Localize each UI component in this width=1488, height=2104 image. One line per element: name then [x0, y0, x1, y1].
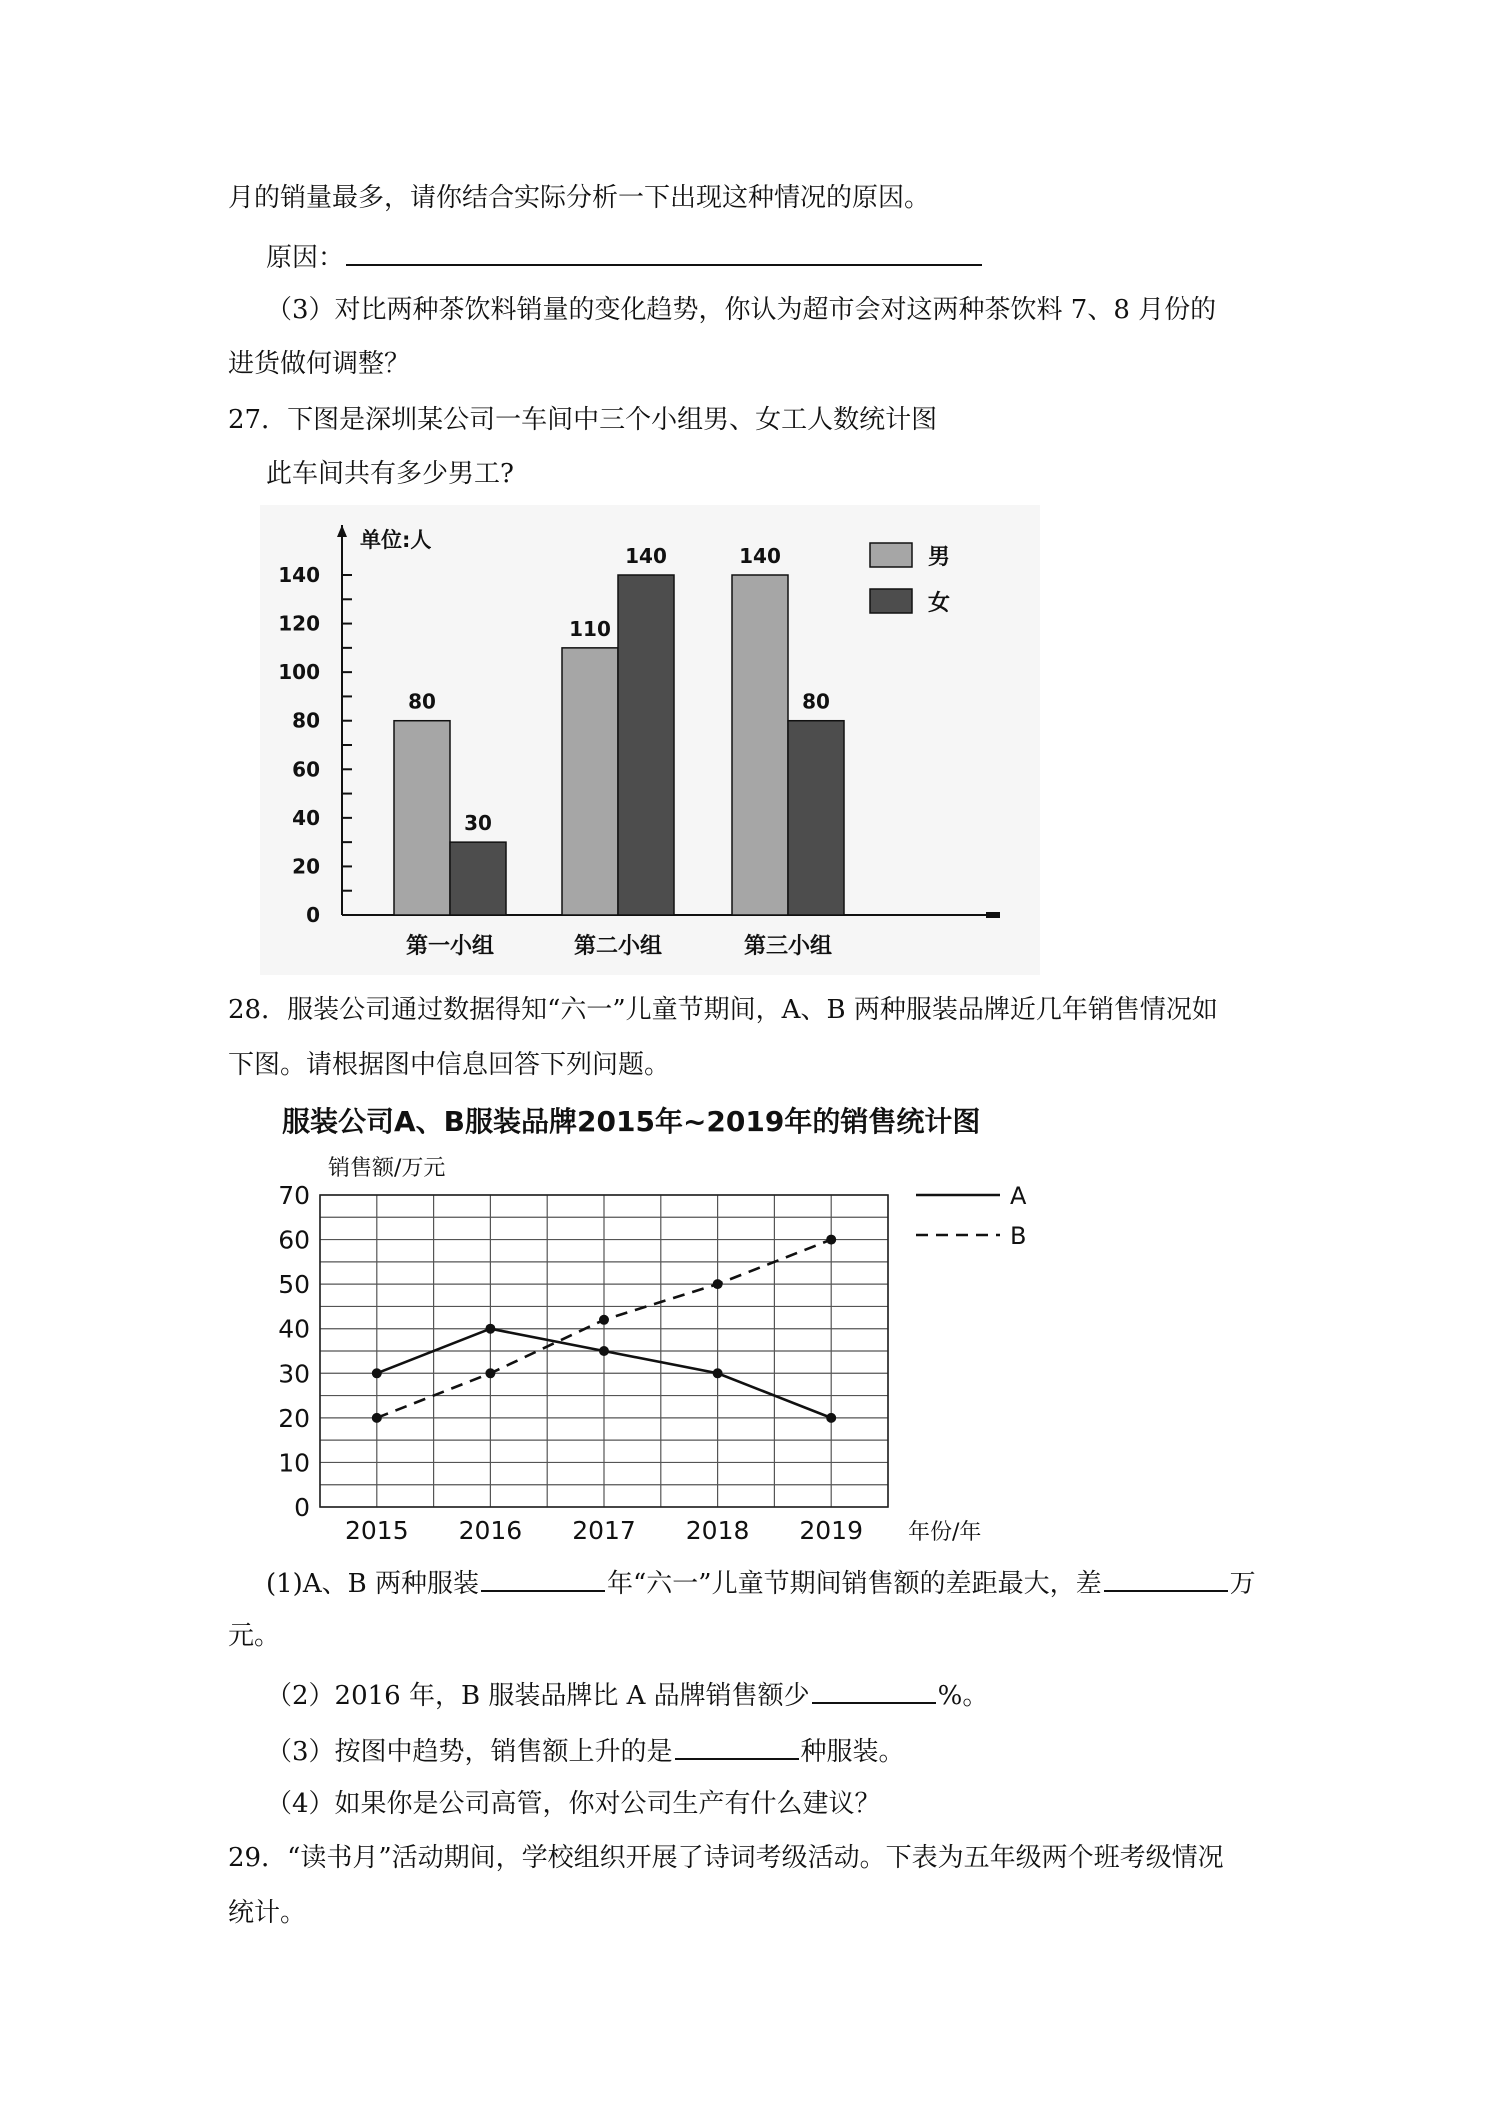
y-tick-label: 140: [278, 563, 320, 587]
y-tick-label: 70: [278, 1181, 310, 1210]
x-axis-end: [986, 912, 1000, 918]
reason-line: [266, 236, 984, 276]
q28-1-text-c: 万: [1229, 1569, 1256, 1599]
bar-男: [732, 575, 788, 915]
y-tick-label: 20: [292, 854, 320, 879]
legend-swatch: [870, 589, 912, 613]
q28-1-text-b: 年“六一”儿童节期间销售额的差距最大，差: [606, 1569, 1102, 1599]
bar-data-label: 80: [408, 689, 436, 714]
bar-chart-svg: [260, 505, 1040, 975]
legend-swatch: [870, 543, 912, 567]
unit-label: 单位:人: [360, 528, 432, 552]
legend-label: A: [1010, 1182, 1027, 1210]
bar-data-label: 30: [464, 811, 492, 836]
question-text: （3）对比两种茶饮料销量的变化趋势，你认为超市会对这两种茶饮料 7、8 月份的: [266, 295, 1217, 325]
legend-label: 男: [928, 545, 951, 570]
x-tick-label: 2019: [799, 1516, 864, 1545]
bar-女: [450, 842, 506, 915]
question-28: 28．服装公司通过数据得知“六一”儿童节期间，A、B 两种服装品牌近几年销售情况如: [228, 995, 1218, 1025]
y-tick-label: 30: [278, 1359, 310, 1389]
x-tick-label: 2018: [685, 1516, 750, 1545]
y-tick-label: 20: [278, 1403, 310, 1433]
question-28-cont: 下图。请根据图中信息回答下列问题。: [228, 1050, 671, 1080]
bar-data-label: 80: [802, 689, 830, 714]
answer-blank[interactable]: [346, 236, 982, 266]
x-tick-label: 2015: [344, 1516, 409, 1545]
data-point-A: [372, 1368, 382, 1378]
y-tick-label: 120: [278, 611, 320, 636]
bar-data-label: 140: [739, 544, 781, 568]
bar-男: [394, 721, 450, 915]
data-point-B: [485, 1368, 495, 1378]
y-tick-label: 0: [294, 1493, 310, 1522]
y-tick-label: 60: [278, 1225, 310, 1255]
y-tick-label: 10: [278, 1448, 310, 1478]
question-28-1-cont: 元。: [228, 1621, 281, 1651]
y-axis-label: 销售额/万元: [328, 1156, 446, 1181]
answer-blank-percent[interactable]: [812, 1674, 936, 1704]
question-28-1: [266, 1562, 1256, 1602]
question-28-4: （4）如果你是公司高管，你对公司生产有什么建议？: [266, 1789, 881, 1819]
bar-data-label: 110: [569, 616, 611, 641]
y-tick-label: 0: [306, 903, 320, 927]
legend-label: B: [1010, 1222, 1027, 1250]
question-28-3: [266, 1730, 905, 1770]
bar-女: [788, 721, 844, 915]
data-point-A: [485, 1324, 495, 1334]
y-tick-label: 40: [292, 805, 320, 830]
data-point-A: [599, 1346, 609, 1356]
y-tick-label: 80: [292, 708, 320, 733]
question-text: 进货做何调整？: [228, 349, 411, 379]
reason-label: 原因：: [266, 243, 345, 273]
question-29: 29．“读书月”活动期间，学校组织开展了诗词考级活动。下表为五年级两个班考级情况: [228, 1843, 1224, 1873]
question-28-2: [266, 1674, 988, 1714]
answer-blank-year[interactable]: [481, 1562, 605, 1592]
answer-blank-diff[interactable]: [1104, 1562, 1228, 1592]
answer-blank-brand[interactable]: [675, 1730, 799, 1760]
bar-chart: [260, 505, 1040, 975]
q28-3-text-b: 种服装。: [800, 1737, 905, 1767]
y-tick-label: 40: [278, 1314, 310, 1344]
question-27: 27．下图是深圳某公司一车间中三个小组男、女工人数统计图: [228, 405, 938, 435]
x-tick-label: 2016: [458, 1516, 523, 1545]
x-axis-label: 年份/年: [908, 1520, 982, 1545]
chart-title: 服装公司A、B服装品牌2015年~2019年的销售统计图: [282, 1105, 981, 1138]
line-chart: [270, 1095, 1050, 1545]
data-point-A: [826, 1413, 836, 1423]
question-29-cont: 统计。: [228, 1898, 307, 1928]
bar-data-label: 140: [625, 544, 667, 568]
text-line: 月的销量最多，请你结合实际分析一下出现这种情况的原因。: [228, 183, 931, 213]
q28-3-text-a: （3）按图中趋势，销售额上升的是: [266, 1737, 673, 1767]
y-axis-arrow: [337, 525, 347, 537]
x-category-label: 第三小组: [743, 934, 833, 959]
y-tick-label: 60: [292, 757, 320, 782]
q28-2-text-b: %。: [937, 1681, 989, 1711]
y-tick-label: 100: [278, 660, 320, 685]
question-27-sub: 此车间共有多少男工?: [266, 459, 514, 489]
bar-男: [562, 648, 618, 915]
legend-label: 女: [928, 591, 951, 616]
data-point-B: [713, 1279, 723, 1289]
data-point-B: [372, 1413, 382, 1423]
data-point-B: [826, 1235, 836, 1245]
y-tick-label: 50: [278, 1270, 310, 1300]
x-tick-label: 2017: [572, 1516, 636, 1545]
line-chart-svg: [270, 1095, 1050, 1545]
q28-1-text-a: (1)A、B 两种服装: [266, 1569, 479, 1599]
data-point-A: [713, 1368, 723, 1378]
x-category-label: 第一小组: [405, 934, 495, 959]
data-point-B: [599, 1315, 609, 1325]
x-category-label: 第二小组: [573, 934, 663, 959]
q28-2-text-a: （2）2016 年，B 服装品牌比 A 品牌销售额少: [266, 1681, 810, 1711]
bar-女: [618, 575, 674, 915]
